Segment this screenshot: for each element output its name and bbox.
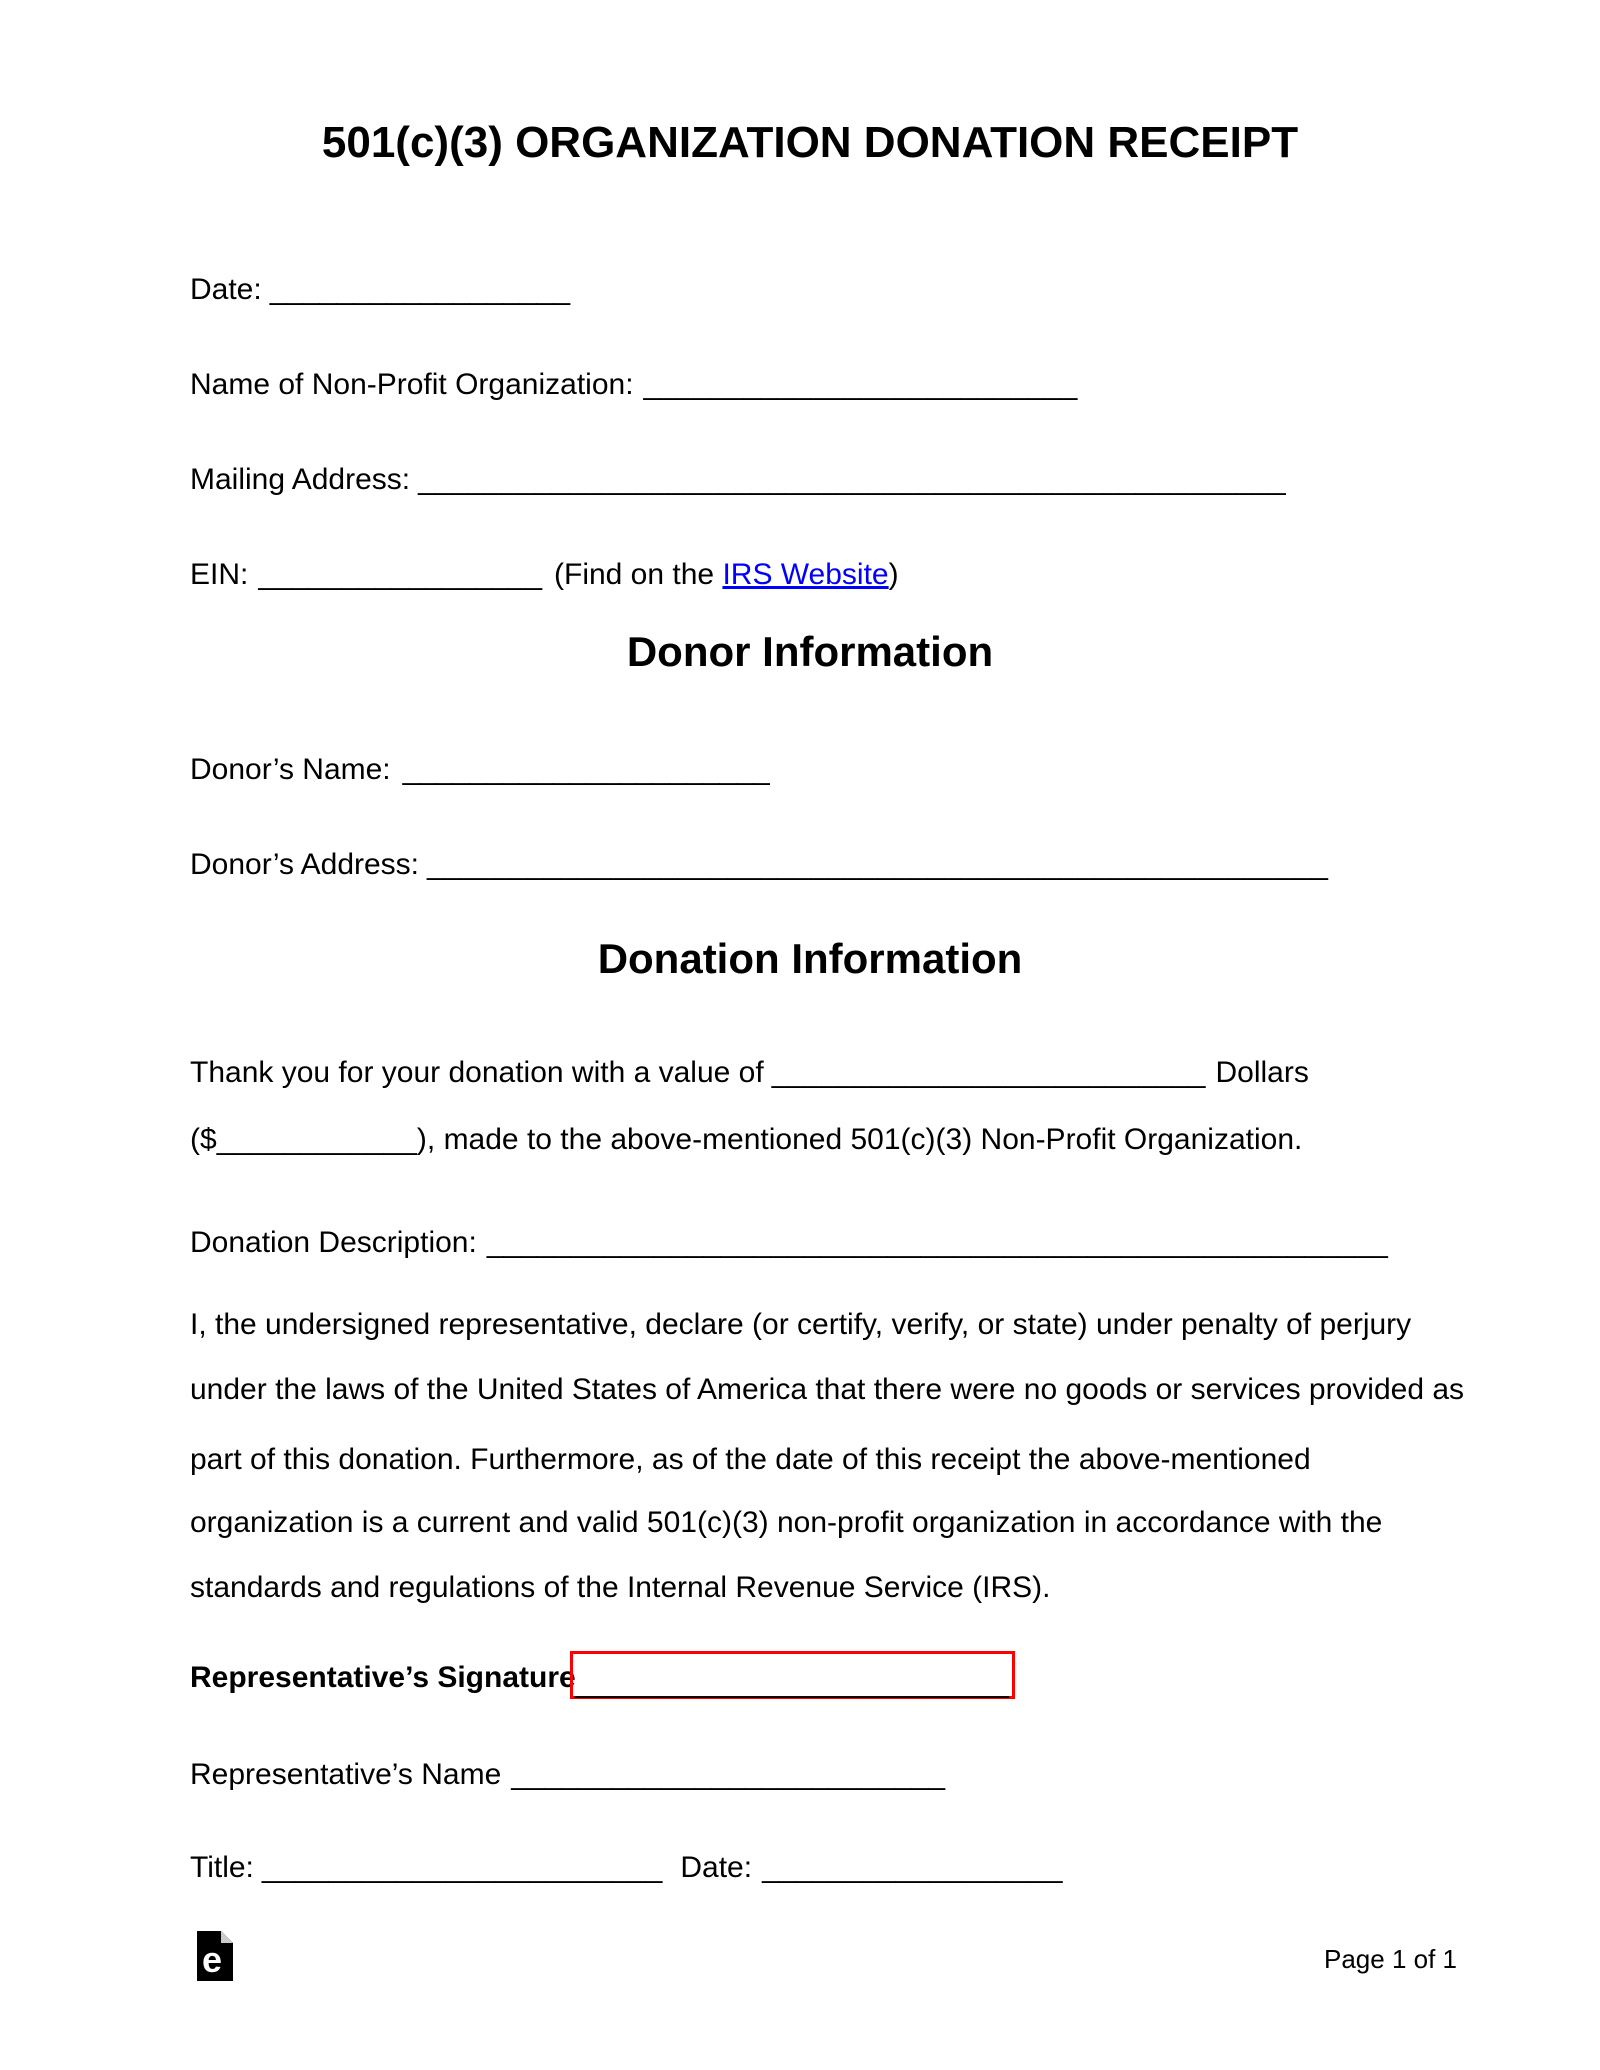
nonprofit-name-blank-line: __________________________ — [643, 368, 1078, 401]
donor-address-label: Donor’s Address: — [190, 848, 420, 881]
irs-website-link[interactable]: IRS Website — [722, 558, 889, 591]
representative-signature-blank-line: __________________________ — [575, 1666, 1009, 1699]
signature-date-blank-line: __________________ — [762, 1851, 1063, 1884]
donation-amount-blank-line: ____________ — [216, 1123, 417, 1156]
donation-value-suffix: Dollars — [1215, 1056, 1309, 1089]
declaration-line: standards and regulations of the Internal Revenue Service (IRS). — [190, 1571, 1051, 1604]
mailing-address-blank-line: ____________________________________________________ — [418, 463, 1286, 496]
nonprofit-name-label: Name of Non-Profit Organization: — [190, 368, 634, 401]
ein-find-suffix: ) — [888, 558, 899, 591]
donor-name-label: Donor’s Name: — [190, 753, 391, 786]
donor-name-blank-line: ______________________ — [402, 753, 770, 786]
donation-value-row — [190, 1051, 1309, 1095]
ein-label: EIN: — [190, 558, 249, 591]
declaration-line: I, the undersigned representative, declare (or certify, verify, or state) under penalty of perjury — [190, 1308, 1412, 1341]
title-date-row — [190, 1846, 1062, 1890]
declaration-line: organization is a current and valid 501(c)(3) non-profit organization in accordance with the — [190, 1506, 1383, 1539]
representative-signature-label: Representative’s Signature — [190, 1661, 576, 1694]
title-label: Title: — [190, 1851, 254, 1884]
donation-description-blank-line: ______________________________________________________ — [486, 1226, 1388, 1259]
donation-amount-open: ($ — [190, 1123, 217, 1156]
ein-blank-line: _________________ — [258, 558, 542, 591]
eforms-logo-letter: e — [202, 1939, 223, 1980]
date-blank-line: __________________ — [269, 273, 571, 306]
donor-information-heading: Donor Information — [626, 628, 994, 675]
donation-value-blank-line: __________________________ — [771, 1056, 1206, 1089]
representative-signature-field[interactable] — [570, 1651, 1015, 1699]
donation-information-heading: Donation Information — [597, 935, 1023, 982]
donation-description-label: Donation Description: — [190, 1226, 477, 1259]
donation-amount-rest: ), made to the above-mentioned 501(c)(3) Non-Profit Organization. — [416, 1123, 1303, 1156]
declaration-line: part of this donation. Furthermore, as of the date of this receipt the above-mentioned — [190, 1443, 1311, 1476]
date-row — [190, 268, 570, 312]
representative-signature-row — [190, 1656, 576, 1700]
ein-find-prefix: (Find on the — [554, 558, 715, 591]
page-title: 501(c)(3) ORGANIZATION DONATION RECEIPT — [321, 118, 1299, 167]
page-number: Page 1 of 1 — [1324, 1944, 1457, 1974]
mailing-address-row — [190, 458, 1286, 502]
signature-date-label: Date: — [680, 1851, 753, 1884]
nonprofit-name-row — [190, 363, 1077, 407]
eforms-logo-icon — [197, 1931, 233, 1981]
donor-address-row — [190, 843, 1328, 887]
donation-value-prefix: Thank you for your donation with a value of — [190, 1056, 764, 1089]
title-blank-line: ________________________ — [261, 1851, 663, 1884]
date-label: Date: — [190, 273, 262, 306]
donation-description-row — [190, 1221, 1388, 1265]
mailing-address-label: Mailing Address: — [190, 463, 411, 496]
representative-name-row — [190, 1753, 945, 1797]
donor-address-blank-line: ______________________________________________________ — [427, 848, 1328, 881]
donation-amount-row — [190, 1118, 1302, 1162]
donor-name-row — [190, 748, 770, 792]
representative-name-blank-line: __________________________ — [511, 1758, 946, 1791]
declaration-line: under the laws of the United States of America that there were no goods or services provided as — [190, 1373, 1465, 1406]
representative-name-label: Representative’s Name — [190, 1758, 502, 1791]
ein-row — [190, 553, 899, 597]
